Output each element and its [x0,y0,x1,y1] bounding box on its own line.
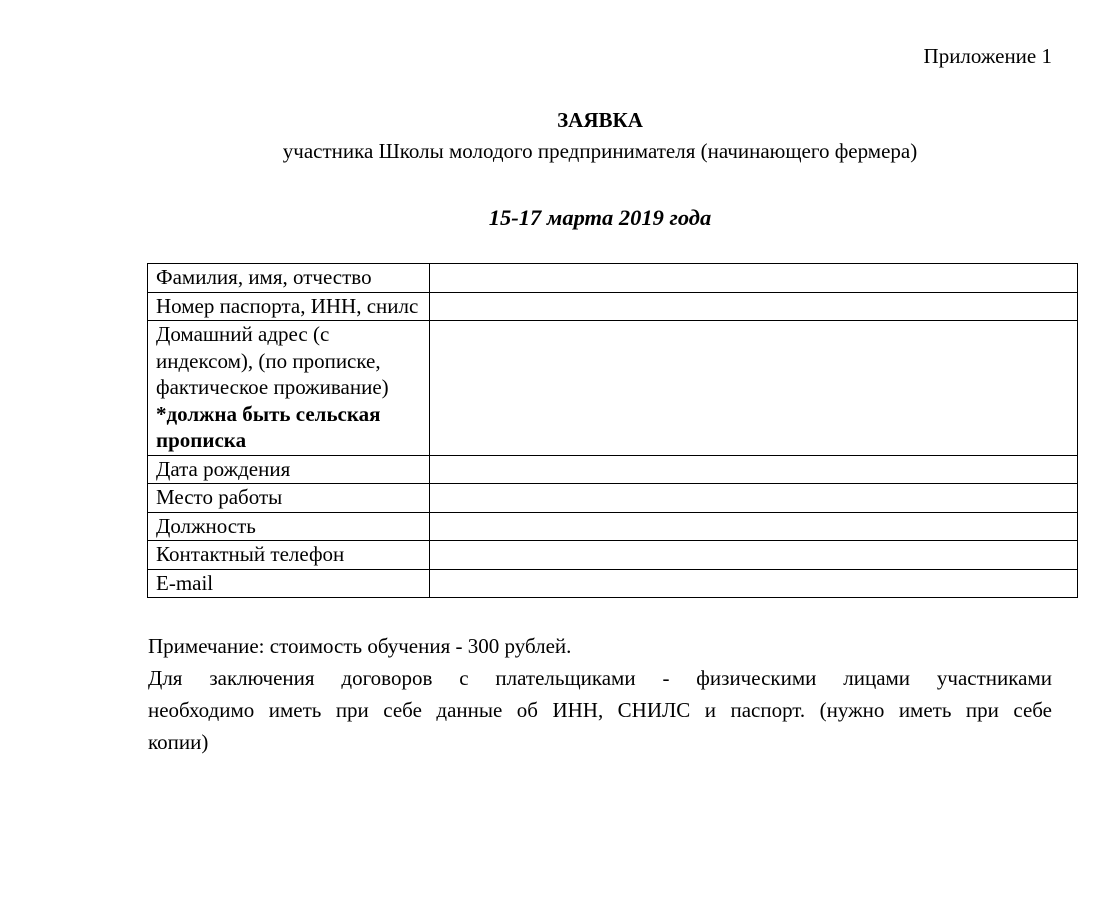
row-value-workplace[interactable] [430,484,1078,513]
row-label-text: Место работы [156,485,283,509]
appendix-label: Приложение 1 [923,44,1052,68]
page-subtitle: участника Школы молодого предпринимателя (начинающего фермера) [282,139,918,163]
date-heading: 15-17 марта 2019 года [488,205,712,230]
row-value-position[interactable] [430,512,1078,541]
row-label-email [148,569,430,598]
row-label-text: Фамилия, имя, отчество [156,265,372,289]
row-value-birthdate[interactable] [430,455,1078,484]
row-label-text: Домашний адрес (с индексом), (по прописке, фактическое проживание) [156,322,389,399]
row-label-fio [148,264,430,293]
note-contracts-line-2: необходимо иметь при себе данные об ИНН, СНИЛС и паспорт. (нужно иметь при себе [148,698,1052,722]
application-form-table [147,263,1078,598]
row-label-text: Должность [156,513,256,538]
row-label-bold-note: *должна быть сельская прописка [156,401,381,452]
row-value-passport[interactable] [430,292,1078,321]
row-label-phone [148,541,430,570]
row-value-address[interactable] [430,321,1078,456]
row-label-position [148,512,430,541]
table-row-address [148,321,1078,456]
table-row-passport [148,292,1078,321]
row-label-workplace [148,484,430,513]
row-label-text: Контактный телефон [156,542,345,566]
table-row-phone [148,541,1078,570]
row-label-text: E-mail [156,570,214,595]
table-row-email [148,569,1078,598]
page-title: ЗАЯВКА [557,108,643,132]
row-label-birthdate [148,455,430,484]
row-value-phone[interactable] [430,541,1078,570]
table-row-birthdate [148,455,1078,484]
row-label-text: Номер паспорта, ИНН, снилс [156,293,419,318]
note-cost: Примечание: стоимость обучения - 300 рублей. [148,634,572,658]
row-value-email[interactable] [430,569,1078,598]
table-row-fio [148,264,1078,293]
row-value-fio[interactable] [430,264,1078,293]
row-label-passport [148,292,430,321]
note-contracts-line-1: Для заключения договоров с плательщиками - физическими лицами участниками [148,666,1052,690]
notes-section [148,630,1052,758]
note-contracts-line-3: копии) [148,730,209,754]
table-row-position [148,512,1078,541]
table-row-workplace [148,484,1078,513]
row-label-address [148,321,430,456]
document-page [0,44,1116,920]
row-label-text: Дата рождения [156,456,291,481]
